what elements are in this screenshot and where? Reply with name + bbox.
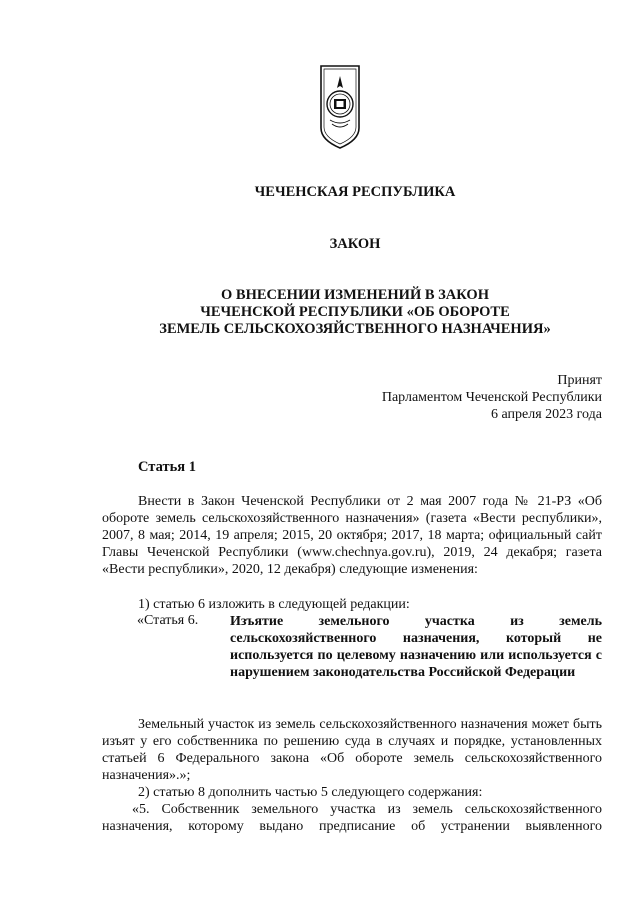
law-title-line-2: ЧЕЧЕНСКОЙ РЕСПУБЛИКИ «ОБ ОБОРОТЕ — [200, 304, 510, 320]
law-title-line-1: О ВНЕСЕНИИ ИЗМЕНЕНИЙ В ЗАКОН — [221, 287, 489, 303]
article-1-title: Статья 1 — [138, 459, 196, 475]
item-1-text: 1) статью 6 изложить в следующей редакции: — [138, 597, 410, 612]
quoted-article-label: «Статья 6. — [137, 613, 199, 628]
article-1-intro-paragraph: Внести в Закон Чеченской Республики от 2 мая 2007 года № 21-РЗ «Об обороте земель сельскохозяйственного назначения» (газета «Вести республики», 2007, 8 мая; 2014, 19 апреля; 2015, 20 октября; 2017, 18 марта; официальный сайт Главы Чеченской Республики (www.chechnya.gov.ru), 2019, 24 декабря; газета «Вести республики», 2020, 12 декабря) следующие изменения: — [102, 494, 602, 577]
adoption-block — [382, 372, 602, 423]
adoption-line-date: 6 апреля 2023 года — [491, 407, 602, 422]
adoption-line-parliament: Парламентом Чеченской Республики — [381, 390, 602, 405]
republic-heading: ЧЕЧЕНСКАЯ РЕСПУБЛИКА — [254, 184, 456, 200]
item-2-text: 2) статью 8 дополнить частью 5 следующего содержания: — [138, 785, 483, 800]
item-2-quote-line-1 — [102, 801, 602, 818]
article-6-body-paragraph: Земельный участок из земель сельскохозяйственного назначения может быть изъят у его собственника по решению суда в случаях и порядке, установленных статьей 6 Федерального закона «Об обороте земель сельскохозяйственного назначения».»; — [102, 717, 602, 783]
law-title-line-3: ЗЕМЕЛЬ СЕЛЬСКОХОЗЯЙСТВЕННОГО НАЗНАЧЕНИЯ» — [159, 321, 551, 337]
article-6-title: Изъятие земельного участка из земель сельскохозяйственного назначения, который не используется по целевому назначению или используется с нарушением законодательства Российской Федерации — [230, 614, 602, 680]
item-2-quote-text-1: «5. Собственник земельного участка из земель сельскохозяйственного — [132, 802, 602, 817]
item-2-quote-text-2: назначения, которому выдано предписание об устранении выявленного — [102, 819, 602, 834]
adoption-line-accepted: Принят — [557, 373, 602, 388]
item-2-quote-line-2 — [102, 818, 602, 835]
coat-of-arms-emblem — [318, 64, 362, 150]
document-type-heading: ЗАКОН — [329, 236, 381, 252]
